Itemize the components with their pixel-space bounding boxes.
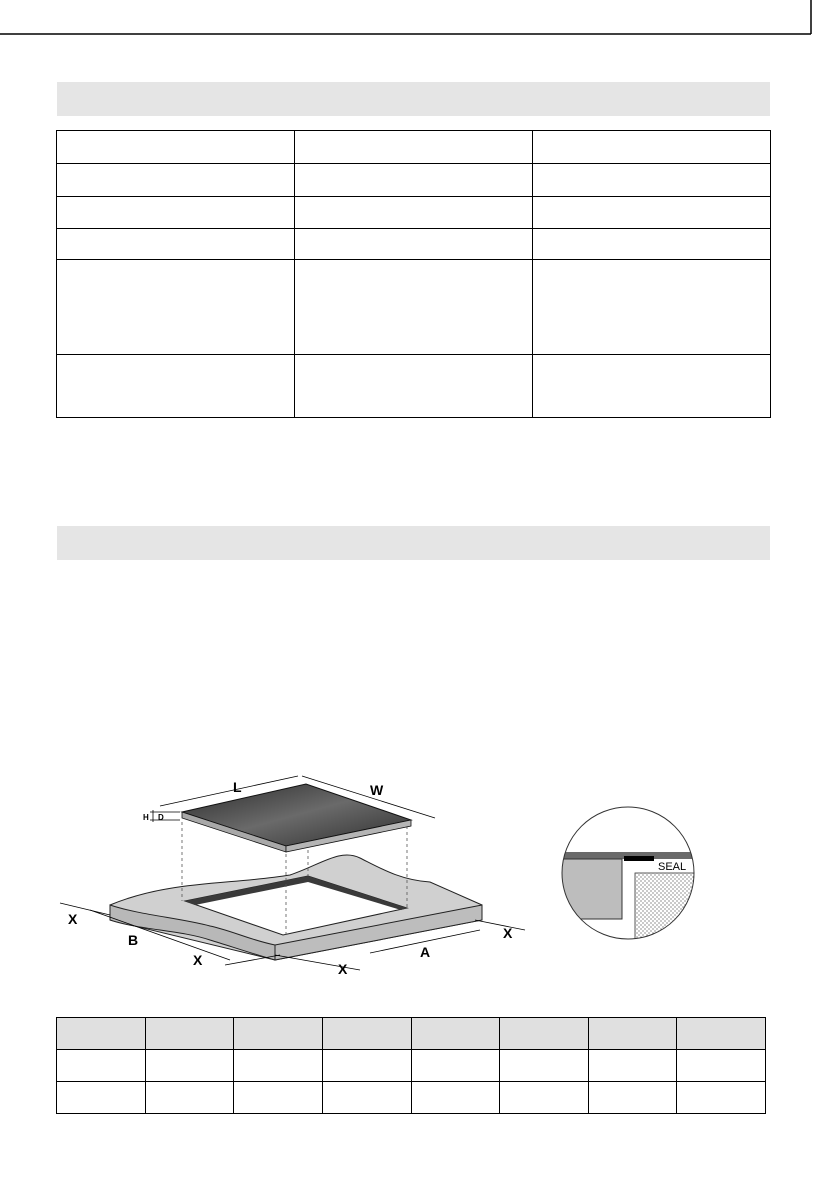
- table-cell: [295, 229, 533, 260]
- table-cell: [145, 1082, 234, 1114]
- label-x-right: X: [503, 925, 513, 941]
- label-l: L: [233, 779, 242, 795]
- table-cell: [533, 164, 771, 197]
- label-x-bottom-left: X: [193, 952, 203, 968]
- seal-detail-diagram: [560, 800, 700, 945]
- table-cell: [295, 164, 533, 197]
- table-cell: [234, 1050, 323, 1082]
- label-w: W: [370, 782, 384, 798]
- table-row: [57, 355, 771, 418]
- table-header-row: [57, 1018, 766, 1050]
- table-cell: [145, 1050, 234, 1082]
- table-cell: [411, 1050, 500, 1082]
- spec-table: [56, 130, 771, 418]
- top-corner-rule: [0, 0, 813, 44]
- table-cell: [57, 1082, 146, 1114]
- installation-diagram: [50, 770, 540, 985]
- table-cell: [57, 197, 295, 229]
- header-cell: [234, 1018, 323, 1050]
- table-row: [57, 164, 771, 197]
- seal-label: SEAL: [658, 861, 687, 873]
- table-row: [57, 1050, 766, 1082]
- label-h: H: [143, 813, 149, 822]
- section-header-band-1: [57, 82, 770, 116]
- table-row: [57, 131, 771, 164]
- header-cell: [322, 1018, 411, 1050]
- header-cell: [500, 1018, 589, 1050]
- table-cell: [57, 131, 295, 164]
- table-cell: [500, 1082, 589, 1114]
- table-cell: [533, 260, 771, 355]
- table-cell: [57, 1050, 146, 1082]
- dimension-table: [56, 1017, 766, 1114]
- header-cell: [145, 1018, 234, 1050]
- table-cell: [234, 1082, 323, 1114]
- table-cell: [57, 260, 295, 355]
- table-cell: [677, 1082, 766, 1114]
- table-cell: [677, 1050, 766, 1082]
- table-cell: [295, 197, 533, 229]
- table-cell: [295, 355, 533, 418]
- table-row: [57, 260, 771, 355]
- table-cell: [57, 355, 295, 418]
- label-b: B: [128, 932, 139, 948]
- table-cell: [588, 1082, 677, 1114]
- section-header-band-2: [57, 526, 770, 560]
- table-cell: [500, 1050, 589, 1082]
- table-cell: [57, 164, 295, 197]
- table-cell: [57, 229, 295, 260]
- table-cell: [533, 229, 771, 260]
- label-a: A: [420, 944, 431, 960]
- label-x-left: X: [68, 911, 78, 927]
- table-row: [57, 1082, 766, 1114]
- table-cell: [322, 1082, 411, 1114]
- label-x-bottom: X: [338, 961, 348, 977]
- table-cell: [295, 260, 533, 355]
- table-cell: [588, 1050, 677, 1082]
- table-row: [57, 229, 771, 260]
- table-cell: [533, 131, 771, 164]
- table-cell: [411, 1082, 500, 1114]
- table-cell: [295, 131, 533, 164]
- table-cell: [322, 1050, 411, 1082]
- header-cell: [677, 1018, 766, 1050]
- table-row: [57, 197, 771, 229]
- header-cell: [411, 1018, 500, 1050]
- label-d: D: [158, 813, 164, 822]
- header-cell: [588, 1018, 677, 1050]
- header-cell: [57, 1018, 146, 1050]
- table-cell: [533, 355, 771, 418]
- table-cell: [533, 197, 771, 229]
